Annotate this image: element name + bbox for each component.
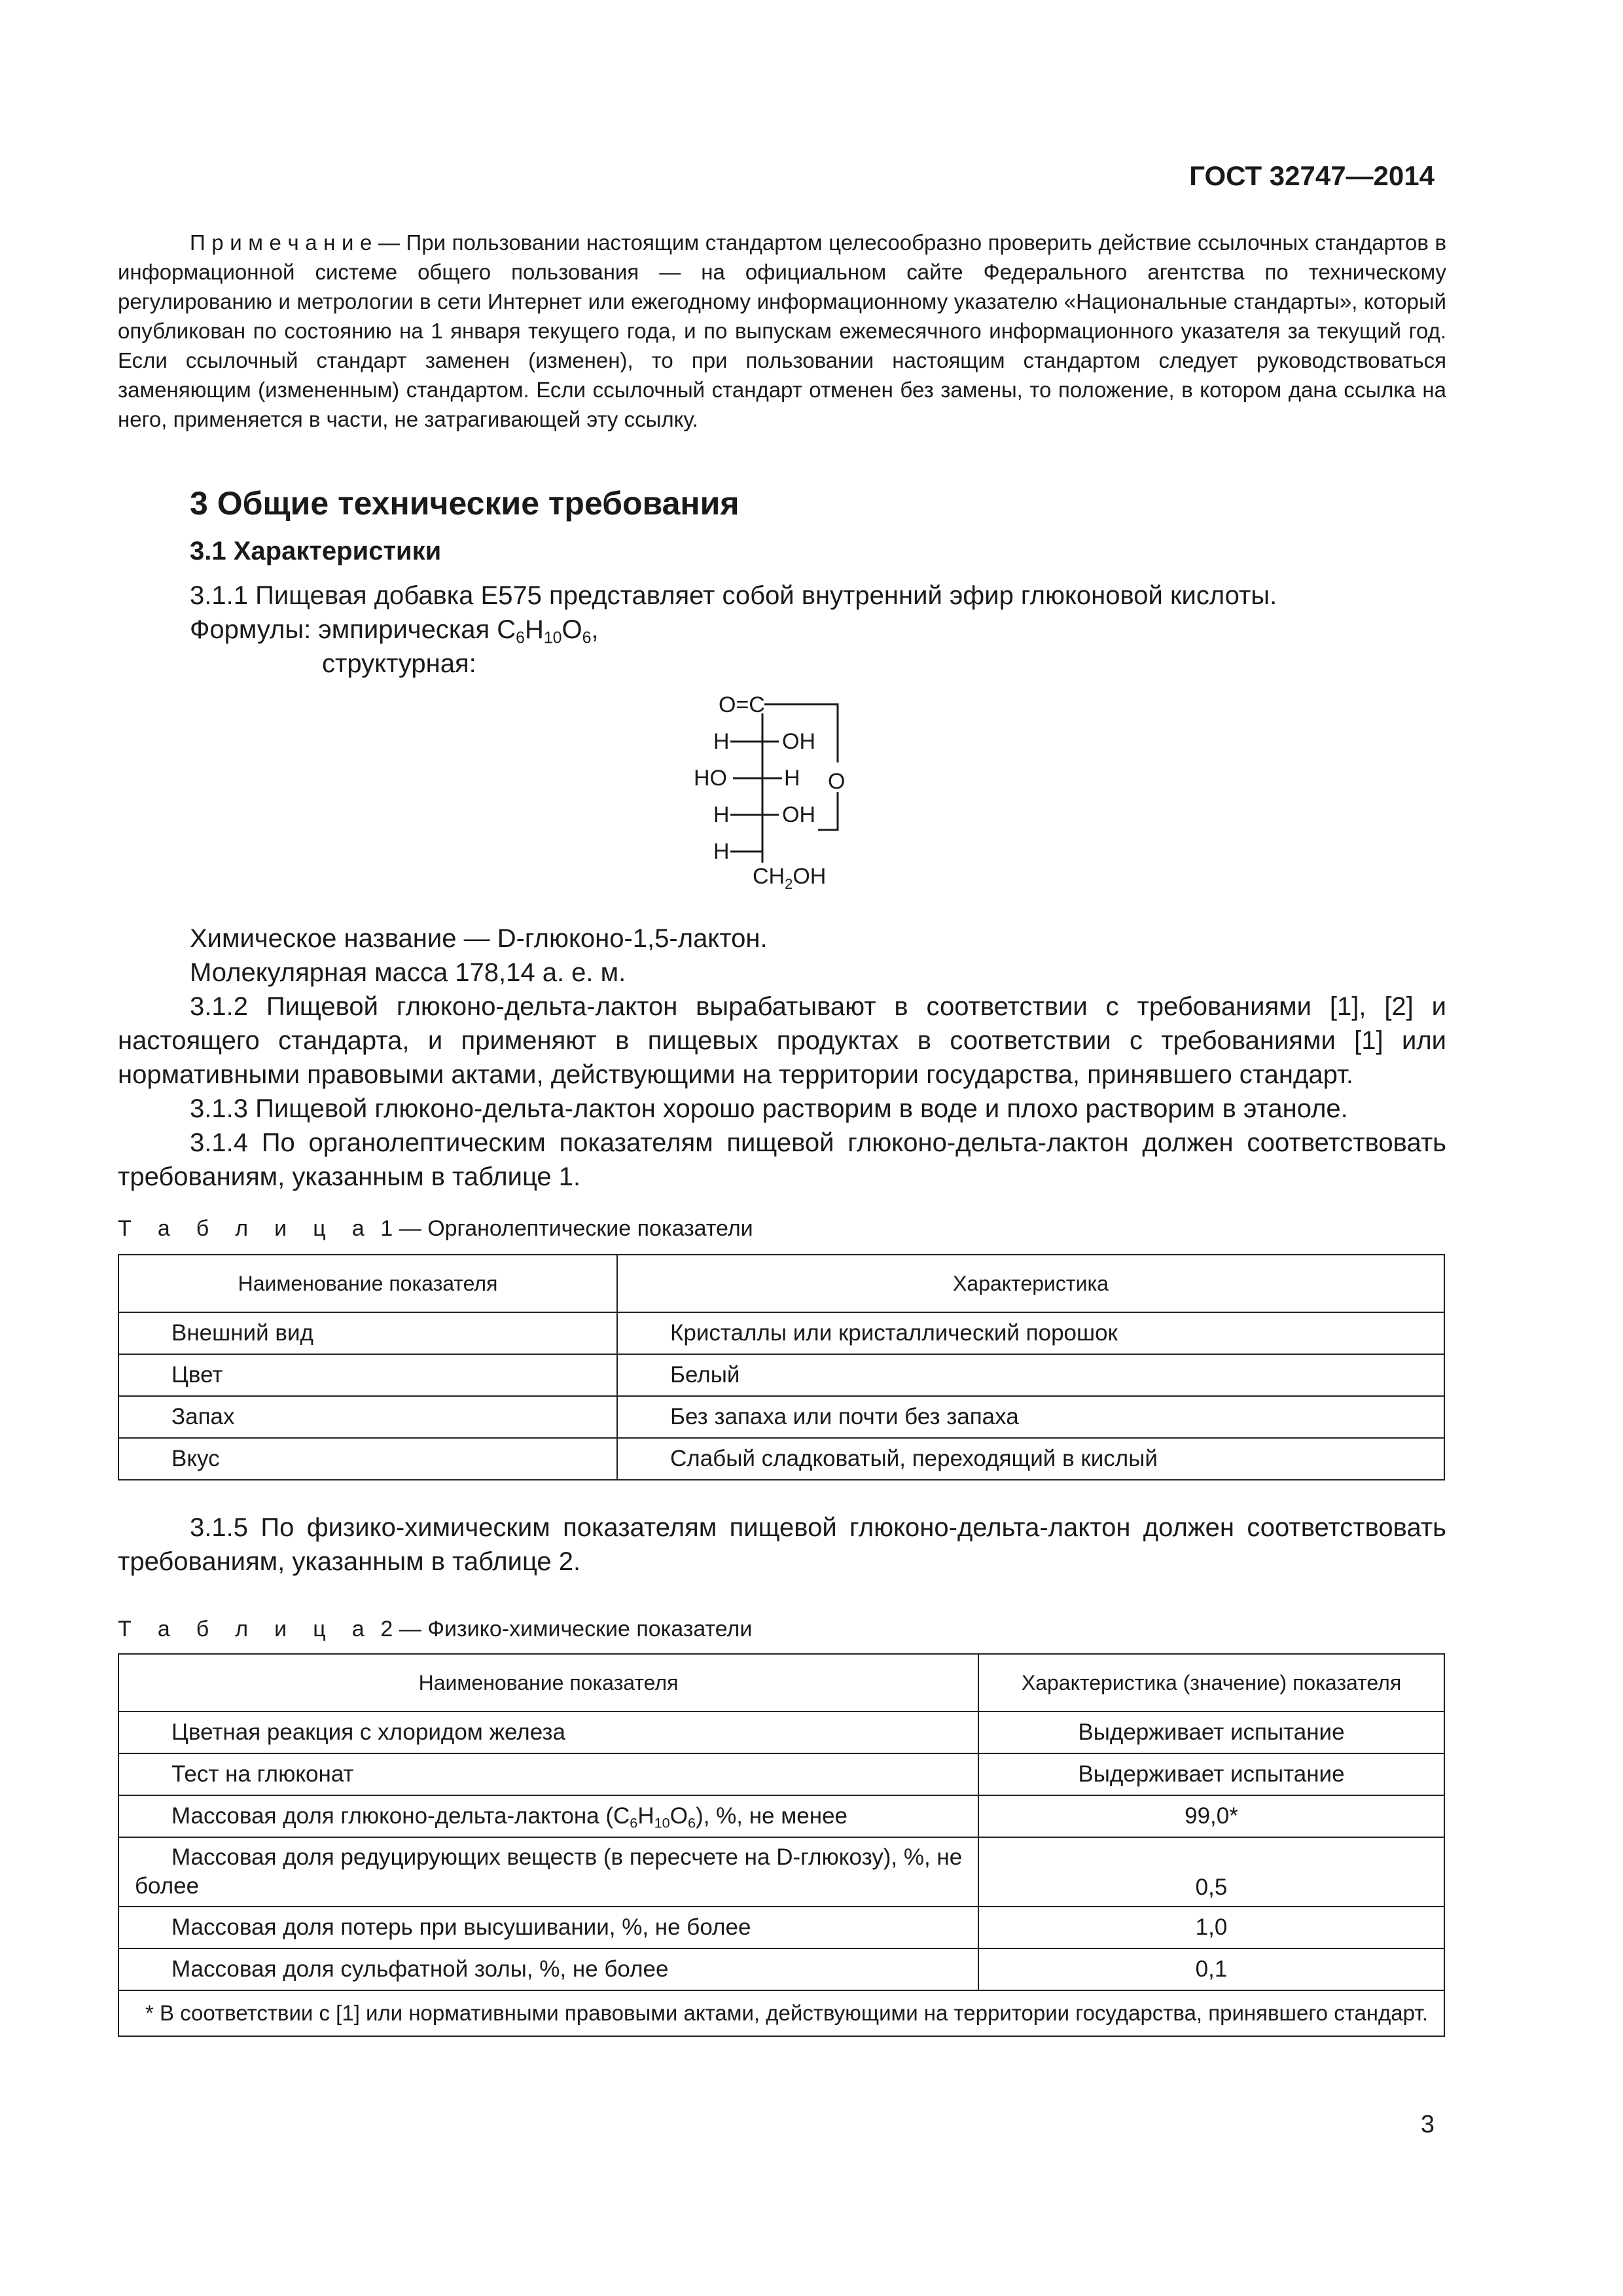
formula-ring-o: O bbox=[828, 769, 846, 794]
table-row: Массовая доля глюконо-дельта-лактона $(C_6H_{10}O_6)$, %, не менее 99,0* bbox=[118, 1795, 1444, 1837]
formula-oh-1: OH bbox=[782, 729, 815, 754]
table-header-row bbox=[118, 1654, 1444, 1712]
chemical-name: Химическое название — D-глюконо-1,5-лактон. bbox=[190, 924, 768, 953]
paragraph-3-1-2: 3.1.2 Пищевой глюконо-дельта-лактон вырабатывают в соответствии с требованиями [1], [2] и настоящего стандарта, и применяют в пищевых продуктах в соответствии с требованиями [1] или нормативными правовыми актами, действующими на территории государства, принявшего стандарт. bbox=[118, 992, 1446, 1089]
formula-ho: HO bbox=[694, 766, 727, 791]
formula-h-1: H bbox=[713, 729, 730, 754]
document-number: ГОСТ 32747—2014 bbox=[1189, 160, 1435, 191]
paragraph-3-1-4: 3.1.4 По органолептическим показателям пищевой глюконо-дельта-лактон должен соответствовать требованиям, указанным в таблице 1. bbox=[118, 1128, 1446, 1191]
note-label: П р и м е ч а н и е bbox=[190, 230, 372, 255]
table-row: Массовая доля редуцирующих веществ (в пересчете на D-глюкозу), %, не более 0,5 bbox=[118, 1837, 1444, 1907]
table-footnote-row bbox=[118, 1990, 1444, 2036]
page-number: 3 bbox=[1420, 2111, 1435, 2138]
table-row: Вкус Слабый сладковатый, переходящий в кислый bbox=[118, 1438, 1444, 1480]
formula-o-c: O=C bbox=[719, 692, 765, 717]
table-organoleptic bbox=[118, 1254, 1445, 1480]
formula-oh-2: OH bbox=[782, 802, 815, 827]
table-header-cell: Наименование показателя bbox=[118, 1654, 978, 1712]
molecular-mass: Молекулярная масса 178,14 а. е. м. bbox=[190, 958, 626, 987]
table-row: Цвет Белый bbox=[118, 1354, 1444, 1396]
table2-caption: Т а б л и ц а 2 — Физико-химические показатели bbox=[118, 1617, 753, 1641]
table-header-cell: Характеристика (значение) показателя bbox=[978, 1654, 1444, 1712]
table-header-cell: Характеристика bbox=[617, 1255, 1444, 1312]
formula-h-2: H bbox=[784, 766, 800, 791]
table1-caption: Т а б л и ц а 1 — Органолептические показатели bbox=[118, 1216, 753, 1241]
table-row: Запах Без запаха или почти без запаха bbox=[118, 1396, 1444, 1438]
formula-ch2oh: $CH_2OH$ bbox=[753, 864, 827, 892]
note-text: — При пользовании настоящим стандартом целесообразно проверить действие ссылочных стандартов в информационной системе общего пользования — на официальном сайте Федерального агентства по техническому регулированию и метрологии в сети Интернет или ежегодному информационному указателю «Национальные стандарты», который опубликован по состоянию на 1 января текущего года, и по выпускам ежемесячного информационного указателя за текущий год. Если ссылочный стандарт заменен (изменен), то при пользовании настоящим стандартом следует руководствоваться заменяющим (измененным) стандартом. Если ссылочный стандарт отменен без замены, то положение, в котором дана ссылка на него, применяется в части, не затрагивающей эту ссылку. bbox=[118, 230, 1446, 431]
table-row: Тест на глюконат Выдерживает испытание bbox=[118, 1753, 1444, 1795]
table-footnote: * В соответствии с [1] или нормативными правовыми актами, действующими на территории государства, принявшего стандарт. bbox=[118, 1990, 1444, 2036]
paragraph-3-1-5: 3.1.5 По физико-химическим показателям пищевой глюконо-дельта-лактон должен соответствовать требованиям, указанным в таблице 2. bbox=[118, 1513, 1446, 1576]
formula-h-3: H bbox=[713, 802, 730, 827]
structural-formula bbox=[687, 687, 883, 897]
table-header-cell: Наименование показателя bbox=[118, 1255, 617, 1312]
paragraph-3-1-3: 3.1.3 Пищевой глюконо-дельта-лактон хорошо растворим в воде и плохо растворим в этаноле. bbox=[190, 1094, 1348, 1123]
subsection-title: 3.1 Характеристики bbox=[190, 537, 442, 565]
table-row: Массовая доля сульфатной золы, %, не более 0,1 bbox=[118, 1948, 1444, 1990]
table-row: Внешний вид Кристаллы или кристаллический порошок bbox=[118, 1312, 1444, 1354]
table-physicochemical bbox=[118, 1653, 1445, 2037]
table-row: Массовая доля потерь при высушивании, %, не более 1,0 bbox=[118, 1907, 1444, 1948]
table-row: Цветная реакция с хлоридом железа Выдерживает испытание bbox=[118, 1712, 1444, 1753]
table-header-row bbox=[118, 1255, 1444, 1312]
formula-h-4: H bbox=[713, 839, 730, 864]
formula-structural-label: структурная: bbox=[322, 649, 476, 678]
paragraph-3-1-1: 3.1.1 Пищевая добавка Е575 представляет собой внутренний эфир глюконовой кислоты. bbox=[190, 581, 1277, 610]
section-title: 3 Общие технические требования bbox=[190, 485, 740, 522]
formula-empirical: Формулы: эмпирическая $C_6H_{10}O_6$, bbox=[190, 615, 599, 647]
note-paragraph bbox=[118, 228, 1446, 434]
